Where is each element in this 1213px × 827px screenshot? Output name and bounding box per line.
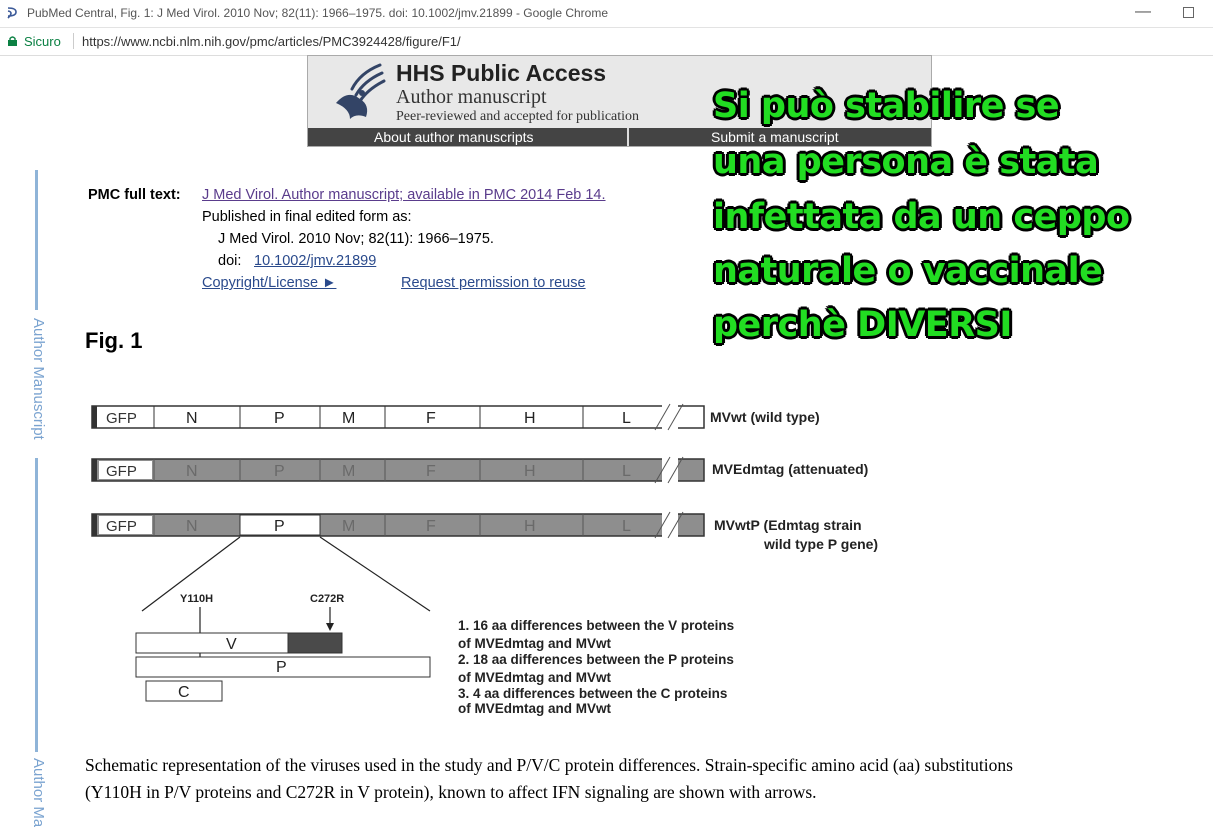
- note-line-5: 3. 4 aa differences between the C proteins: [458, 686, 728, 701]
- protein-v-box: [136, 633, 288, 653]
- submit-manuscript-link[interactable]: Submit a manuscript: [711, 129, 839, 145]
- protein-v-unique-region: [288, 633, 342, 653]
- hhs-eagle-logo-icon: [330, 59, 390, 125]
- gene-h-label-row2: H: [524, 463, 536, 480]
- gene-p-label-row3: P: [274, 518, 285, 535]
- gene-h-label-row3: H: [524, 518, 536, 535]
- gene-f-label-row2: F: [426, 463, 436, 480]
- doi-label: doi:: [218, 253, 242, 269]
- overlay-line-5: perchè DIVERSI: [713, 305, 1012, 345]
- row2-label: MVEdmtag (attenuated): [712, 461, 869, 477]
- lock-icon: [8, 36, 17, 46]
- arrow-c272r-head: [326, 623, 334, 631]
- note-line-6: of MVEdmtag and MVwt: [458, 701, 611, 716]
- maximize-icon[interactable]: [1183, 7, 1194, 18]
- note-line-1: 1. 16 aa differences between the V proteins: [458, 618, 735, 633]
- pmc-full-text-label: PMC full text:: [88, 187, 181, 203]
- copyright-license-link[interactable]: Copyright/License ►: [202, 275, 337, 291]
- genome-row-mvwtp: [92, 512, 878, 552]
- gene-m-label-row3: M: [342, 518, 356, 535]
- mutation-y110h-label: Y110H: [180, 593, 214, 605]
- genome-row-mvedmtag: [92, 457, 868, 483]
- minimize-icon[interactable]: —: [1135, 3, 1151, 20]
- gene-p-label-row2: P: [274, 463, 285, 480]
- protein-v-label: V: [226, 636, 237, 653]
- gene-l-label-row2: L: [622, 463, 631, 480]
- differences-notes: [458, 618, 734, 716]
- protein-p-label: P: [276, 659, 287, 676]
- about-author-manuscripts-link[interactable]: About author manuscripts: [374, 129, 534, 145]
- gene-gfp-label: GFP: [106, 410, 137, 427]
- figure-caption-line2: (Y110H in P/V proteins and C272R in V protein), known to affect IFN signaling are shown with arrows.: [85, 782, 817, 802]
- address-bar[interactable]: [0, 28, 1213, 56]
- overlay-line-4: naturale o vaccinale: [713, 251, 1103, 291]
- overlay-line-1: Si può stabilire se: [713, 86, 1060, 126]
- gene-p-label: P: [274, 410, 285, 427]
- gene-l-label-row3: L: [622, 518, 631, 535]
- gene-n-label-row3: N: [186, 518, 198, 535]
- row3-label-line1: MVwtP (Edmtag strain: [714, 517, 862, 533]
- banner-subtitle: Author manuscript: [396, 86, 547, 108]
- published-note: Published in final edited form as:: [202, 209, 412, 225]
- sidebar-author-manuscript-label-bottom: Author Ma: [30, 758, 47, 827]
- gene-f-label-row3: F: [426, 518, 436, 535]
- gene-n-label-row2: N: [186, 463, 198, 480]
- mutation-c272r-label: C272R: [310, 593, 345, 605]
- overlay-line-3: infettata da un ceppo: [713, 197, 1130, 237]
- gene-gfp-label-row3: GFP: [106, 518, 137, 535]
- address-separator: [73, 33, 74, 49]
- note-line-3: 2. 18 aa differences between the P proteins: [458, 652, 734, 667]
- gene-f-label: F: [426, 410, 436, 427]
- window-title: PubMed Central, Fig. 1: J Med Virol. 2010 Nov; 82(11): 1966–1975. doi: 10.1002/jmv.21899 - Google Chrome: [27, 6, 609, 20]
- note-line-2: of MVEdmtag and MVwt: [458, 636, 611, 651]
- journal-manuscript-link[interactable]: J Med Virol. Author manuscript; available in PMC 2014 Feb 14.: [202, 187, 606, 203]
- banner-tagline: Peer-reviewed and accepted for publication: [396, 109, 640, 124]
- sidebar-line-middle: [35, 458, 38, 752]
- pmc-favicon-icon: [6, 6, 18, 20]
- gene-m-label-row2: M: [342, 463, 356, 480]
- note-line-4: of MVEdmtag and MVwt: [458, 670, 611, 685]
- doi-link[interactable]: 10.1002/jmv.21899: [254, 253, 377, 269]
- gene-m-label: M: [342, 410, 356, 427]
- row1-label: MVwt (wild type): [710, 409, 820, 425]
- figure-heading: Fig. 1: [85, 328, 143, 353]
- row3-label-line2: wild type P gene): [764, 536, 879, 552]
- overlay-line-2: una persona è stata: [713, 142, 1099, 182]
- sidebar-author-manuscript-label: Author Manuscript: [30, 318, 47, 440]
- banner-title: HHS Public Access: [396, 60, 607, 86]
- gene-gfp-label-row2: GFP: [106, 463, 137, 480]
- genome-row-mvwt: [92, 404, 820, 430]
- journal-reference: J Med Virol. 2010 Nov; 82(11): 1966–1975.: [218, 231, 494, 247]
- gene-l-label: L: [622, 410, 631, 427]
- virus-genome-diagram: [80, 385, 910, 725]
- gene-h-label: H: [524, 410, 536, 427]
- banner-bar-divider: [627, 128, 629, 146]
- figure-caption-line1: Schematic representation of the viruses used in the study and P/V/C protein differences. Strain-specific amino acid (aa) substitutions: [85, 755, 1013, 775]
- gene-n-label: N: [186, 410, 198, 427]
- protein-c-label: C: [178, 684, 190, 701]
- url-text[interactable]: https://www.ncbi.nlm.nih.gov/pmc/articles/PMC3924428/figure/F1/: [82, 34, 461, 49]
- secure-label: Sicuro: [24, 34, 61, 49]
- sidebar-line-top: [35, 170, 38, 310]
- request-permission-link[interactable]: Request permission to reuse: [401, 275, 586, 291]
- window-titlebar: [0, 0, 1213, 28]
